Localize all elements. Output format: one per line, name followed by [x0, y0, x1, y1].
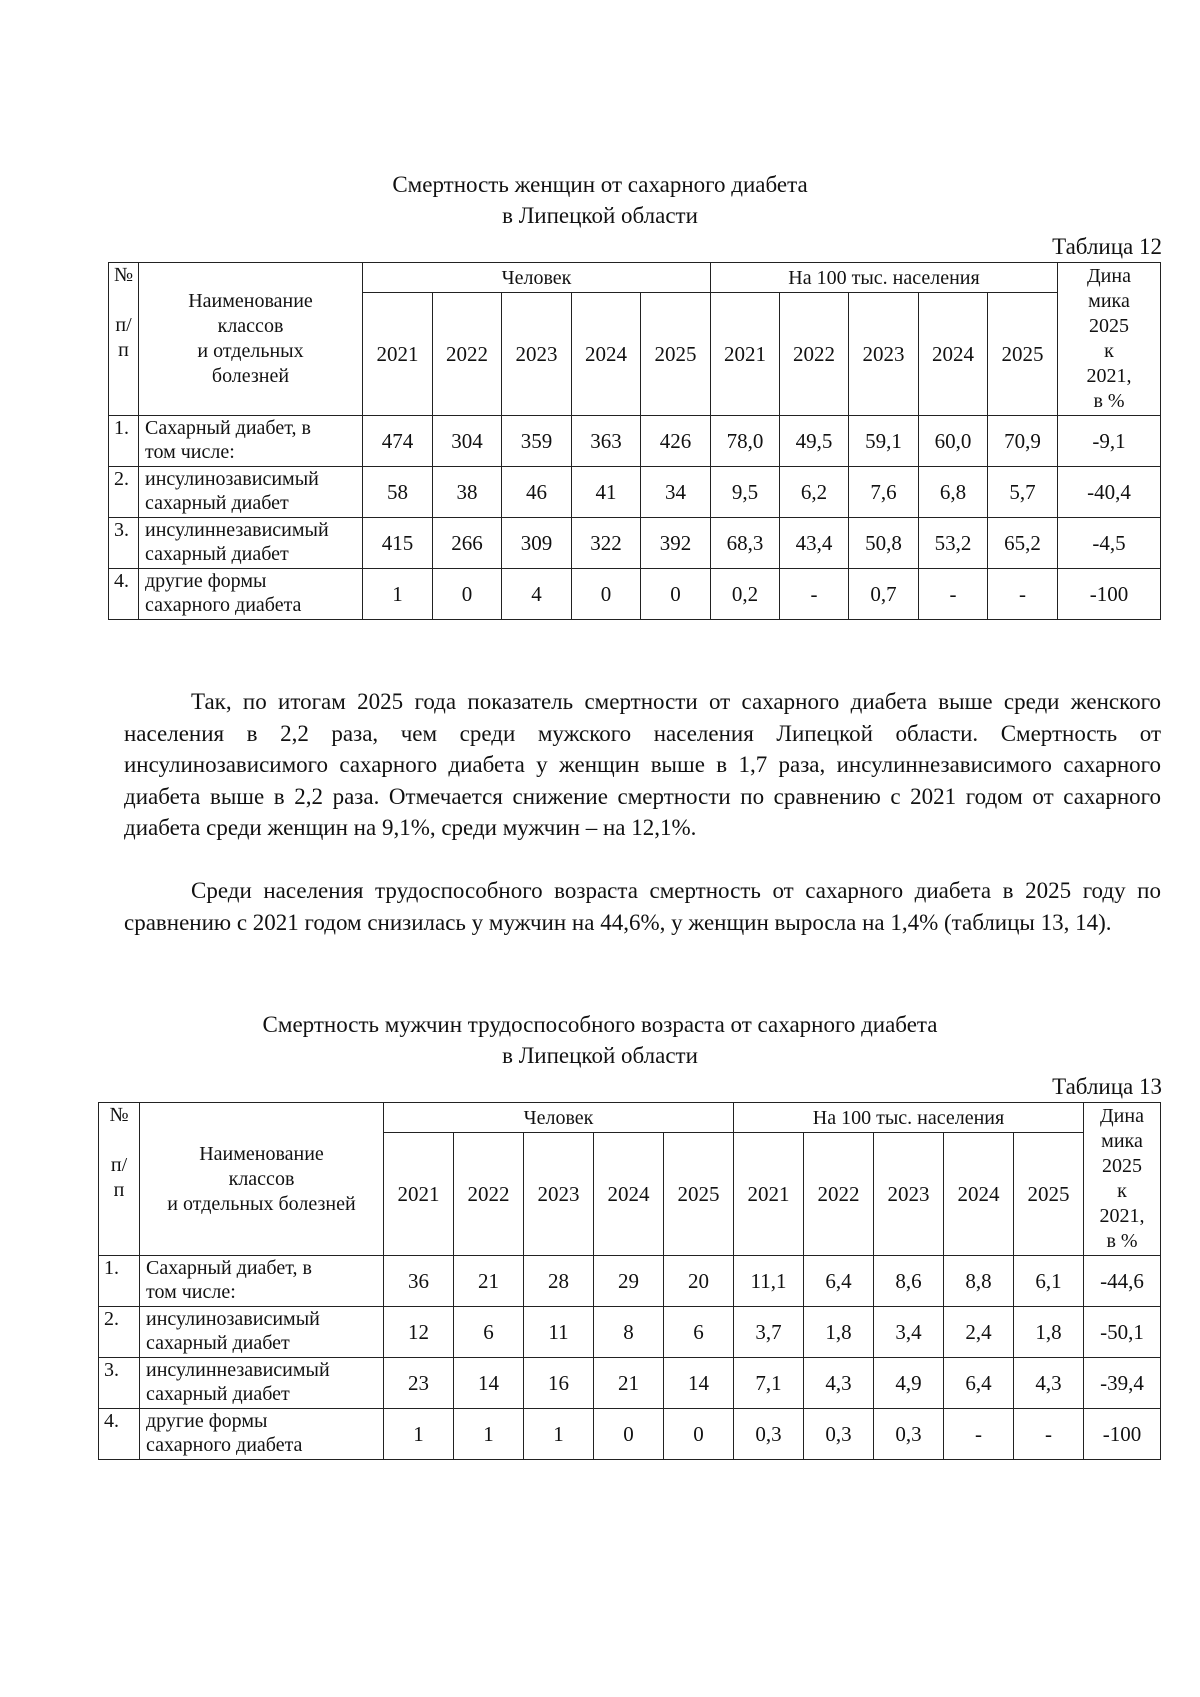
cell-rate: 78,0	[711, 416, 780, 467]
cell-people: 0	[641, 569, 711, 620]
col-group-rate: На 100 тыс. населения	[734, 1103, 1084, 1133]
cell-people: 11	[524, 1307, 594, 1358]
table-row	[99, 1256, 1161, 1307]
cell-rate: -	[944, 1409, 1014, 1460]
col-group-people: Человек	[384, 1103, 734, 1133]
cell-people: 1	[384, 1409, 454, 1460]
row-number: 2.	[99, 1307, 140, 1358]
row-name: инсулинозависимый сахарный диабет	[139, 467, 363, 518]
cell-rate: -	[919, 569, 988, 620]
cell-rate: 6,1	[1014, 1256, 1084, 1307]
table13-title-line2: в Липецкой области	[502, 1043, 698, 1068]
cell-rate: 9,5	[711, 467, 780, 518]
col-header-year: 2024	[919, 293, 988, 416]
cell-rate: 6,2	[780, 467, 849, 518]
row-number: 4.	[109, 569, 139, 620]
paragraph-2: Среди населения трудоспособного возраста смертность от сахарного диабета в 2025 году по сравнению с 2021 годом снизилась у мужчин на 44,6%, у женщин выросла на 1,4% (таблицы 13, 14).	[124, 878, 1161, 935]
cell-rate: 3,4	[874, 1307, 944, 1358]
col-header-year: 2024	[594, 1133, 664, 1256]
cell-dynamics: -100	[1084, 1409, 1161, 1460]
cell-dynamics: -44,6	[1084, 1256, 1161, 1307]
table-row	[99, 1409, 1161, 1460]
cell-people: 6	[454, 1307, 524, 1358]
col-header-year: 2025	[641, 293, 711, 416]
cell-people: 14	[664, 1358, 734, 1409]
cell-rate: 6,4	[944, 1358, 1014, 1409]
col-group-people: Человек	[363, 263, 711, 293]
col-header-year: 2021	[734, 1133, 804, 1256]
cell-rate: 0,2	[711, 569, 780, 620]
cell-rate: 68,3	[711, 518, 780, 569]
cell-people: 1	[454, 1409, 524, 1460]
row-name: инсулиннезависимый сахарный диабет	[139, 518, 363, 569]
cell-people: 304	[433, 416, 502, 467]
cell-people: 4	[502, 569, 572, 620]
cell-rate: 6,8	[919, 467, 988, 518]
cell-people: 1	[524, 1409, 594, 1460]
table13-title-line1: Смертность мужчин трудоспособного возраста от сахарного диабета	[262, 1012, 938, 1037]
col-header-year: 2021	[363, 293, 433, 416]
cell-rate: 7,6	[849, 467, 919, 518]
cell-people: 21	[594, 1358, 664, 1409]
cell-rate: 53,2	[919, 518, 988, 569]
cell-dynamics: -4,5	[1058, 518, 1161, 569]
cell-people: 28	[524, 1256, 594, 1307]
col-header-name: Наименование классов и отдельных болезней	[139, 263, 363, 416]
cell-people: 266	[433, 518, 502, 569]
col-header-year: 2022	[433, 293, 502, 416]
col-header-year: 2023	[849, 293, 919, 416]
cell-rate: 65,2	[988, 518, 1058, 569]
cell-people: 41	[572, 467, 641, 518]
cell-people: 6	[664, 1307, 734, 1358]
row-name: Сахарный диабет, в том числе:	[140, 1256, 384, 1307]
paragraph-1: Так, по итогам 2025 года показатель смертности от сахарного диабета выше среди женского населения в 2,2 раза, чем среди мужского населения Липецкой области. Смертность от инсулинозависимого сахарного диабета у женщин выше в 1,7 раза, инсулиннезависимого сахарного диабета выше в 2,2 раза. Отмечается снижение смертности по сравнению с 2021 годом от сахарного диабета среди женщин на 9,1%, среди мужчин – на 12,1%.	[124, 689, 1161, 840]
cell-people: 14	[454, 1358, 524, 1409]
cell-people: 0	[433, 569, 502, 620]
cell-rate: 3,7	[734, 1307, 804, 1358]
col-header-year: 2023	[502, 293, 572, 416]
table-row	[99, 1307, 1161, 1358]
cell-rate: 8,8	[944, 1256, 1014, 1307]
cell-people: 46	[502, 467, 572, 518]
cell-people: 23	[384, 1358, 454, 1409]
cell-dynamics: -40,4	[1058, 467, 1161, 518]
table13	[98, 1102, 1161, 1460]
cell-people: 21	[454, 1256, 524, 1307]
cell-people: 309	[502, 518, 572, 569]
cell-people: 0	[664, 1409, 734, 1460]
cell-dynamics: -100	[1058, 569, 1161, 620]
row-name: инсулинозависимый сахарный диабет	[140, 1307, 384, 1358]
col-header-dynamics: Дина мика 2025 к 2021, в %	[1084, 1103, 1161, 1256]
cell-people: 34	[641, 467, 711, 518]
cell-rate: 1,8	[804, 1307, 874, 1358]
col-header-no: № п/ п	[109, 263, 139, 416]
cell-rate: 49,5	[780, 416, 849, 467]
row-number: 4.	[99, 1409, 140, 1460]
cell-rate: 60,0	[919, 416, 988, 467]
cell-people: 392	[641, 518, 711, 569]
cell-people: 359	[502, 416, 572, 467]
col-header-year: 2021	[711, 293, 780, 416]
cell-rate: 43,4	[780, 518, 849, 569]
col-header-year: 2023	[874, 1133, 944, 1256]
cell-people: 58	[363, 467, 433, 518]
row-number: 3.	[99, 1358, 140, 1409]
table-row	[109, 569, 1161, 620]
col-header-year: 2021	[384, 1133, 454, 1256]
cell-people: 12	[384, 1307, 454, 1358]
col-header-name: Наименование классов и отдельных болезней	[140, 1103, 384, 1256]
cell-people: 1	[363, 569, 433, 620]
row-name: другие формы сахарного диабета	[139, 569, 363, 620]
col-header-year: 2024	[572, 293, 641, 416]
col-group-rate: На 100 тыс. населения	[711, 263, 1058, 293]
cell-rate: 59,1	[849, 416, 919, 467]
cell-rate: 7,1	[734, 1358, 804, 1409]
cell-rate: 5,7	[988, 467, 1058, 518]
col-header-dynamics: Дина мика 2025 к 2021, в %	[1058, 263, 1161, 416]
cell-people: 16	[524, 1358, 594, 1409]
table12-title-line1: Смертность женщин от сахарного диабета	[392, 172, 808, 197]
cell-people: 36	[384, 1256, 454, 1307]
table12-title-line2: в Липецкой области	[502, 203, 698, 228]
cell-dynamics: -9,1	[1058, 416, 1161, 467]
cell-people: 415	[363, 518, 433, 569]
cell-rate: 8,6	[874, 1256, 944, 1307]
cell-people: 322	[572, 518, 641, 569]
cell-rate: 70,9	[988, 416, 1058, 467]
col-header-year: 2022	[780, 293, 849, 416]
row-number: 1.	[99, 1256, 140, 1307]
cell-rate: -	[988, 569, 1058, 620]
cell-dynamics: -39,4	[1084, 1358, 1161, 1409]
col-header-year: 2025	[988, 293, 1058, 416]
row-name: Сахарный диабет, в том числе:	[139, 416, 363, 467]
cell-rate: 1,8	[1014, 1307, 1084, 1358]
cell-rate: 2,4	[944, 1307, 1014, 1358]
cell-rate: 0,3	[734, 1409, 804, 1460]
cell-rate: 50,8	[849, 518, 919, 569]
cell-rate: 11,1	[734, 1256, 804, 1307]
table-row	[109, 467, 1161, 518]
cell-people: 426	[641, 416, 711, 467]
col-header-year: 2022	[804, 1133, 874, 1256]
cell-people: 0	[594, 1409, 664, 1460]
cell-people: 363	[572, 416, 641, 467]
cell-people: 0	[572, 569, 641, 620]
cell-rate: 4,9	[874, 1358, 944, 1409]
cell-rate: -	[1014, 1409, 1084, 1460]
table13-number: Таблица 13	[1052, 1074, 1162, 1099]
cell-people: 474	[363, 416, 433, 467]
row-number: 2.	[109, 467, 139, 518]
cell-rate: 4,3	[804, 1358, 874, 1409]
cell-people: 20	[664, 1256, 734, 1307]
cell-rate: 0,3	[804, 1409, 874, 1460]
table12-number: Таблица 12	[1052, 234, 1162, 259]
table-row	[109, 416, 1161, 467]
table-row	[99, 1358, 1161, 1409]
cell-rate: 0,7	[849, 569, 919, 620]
row-name: инсулиннезависимый сахарный диабет	[140, 1358, 384, 1409]
row-number: 3.	[109, 518, 139, 569]
col-header-year: 2022	[454, 1133, 524, 1256]
cell-dynamics: -50,1	[1084, 1307, 1161, 1358]
table-row	[109, 518, 1161, 569]
cell-rate: -	[780, 569, 849, 620]
col-header-year: 2025	[1014, 1133, 1084, 1256]
col-header-year: 2025	[664, 1133, 734, 1256]
cell-rate: 6,4	[804, 1256, 874, 1307]
cell-rate: 4,3	[1014, 1358, 1084, 1409]
cell-rate: 0,3	[874, 1409, 944, 1460]
col-header-no: № п/ п	[99, 1103, 140, 1256]
col-header-year: 2023	[524, 1133, 594, 1256]
cell-people: 29	[594, 1256, 664, 1307]
col-header-year: 2024	[944, 1133, 1014, 1256]
row-number: 1.	[109, 416, 139, 467]
cell-people: 38	[433, 467, 502, 518]
cell-people: 8	[594, 1307, 664, 1358]
table12	[108, 262, 1161, 620]
row-name: другие формы сахарного диабета	[140, 1409, 384, 1460]
